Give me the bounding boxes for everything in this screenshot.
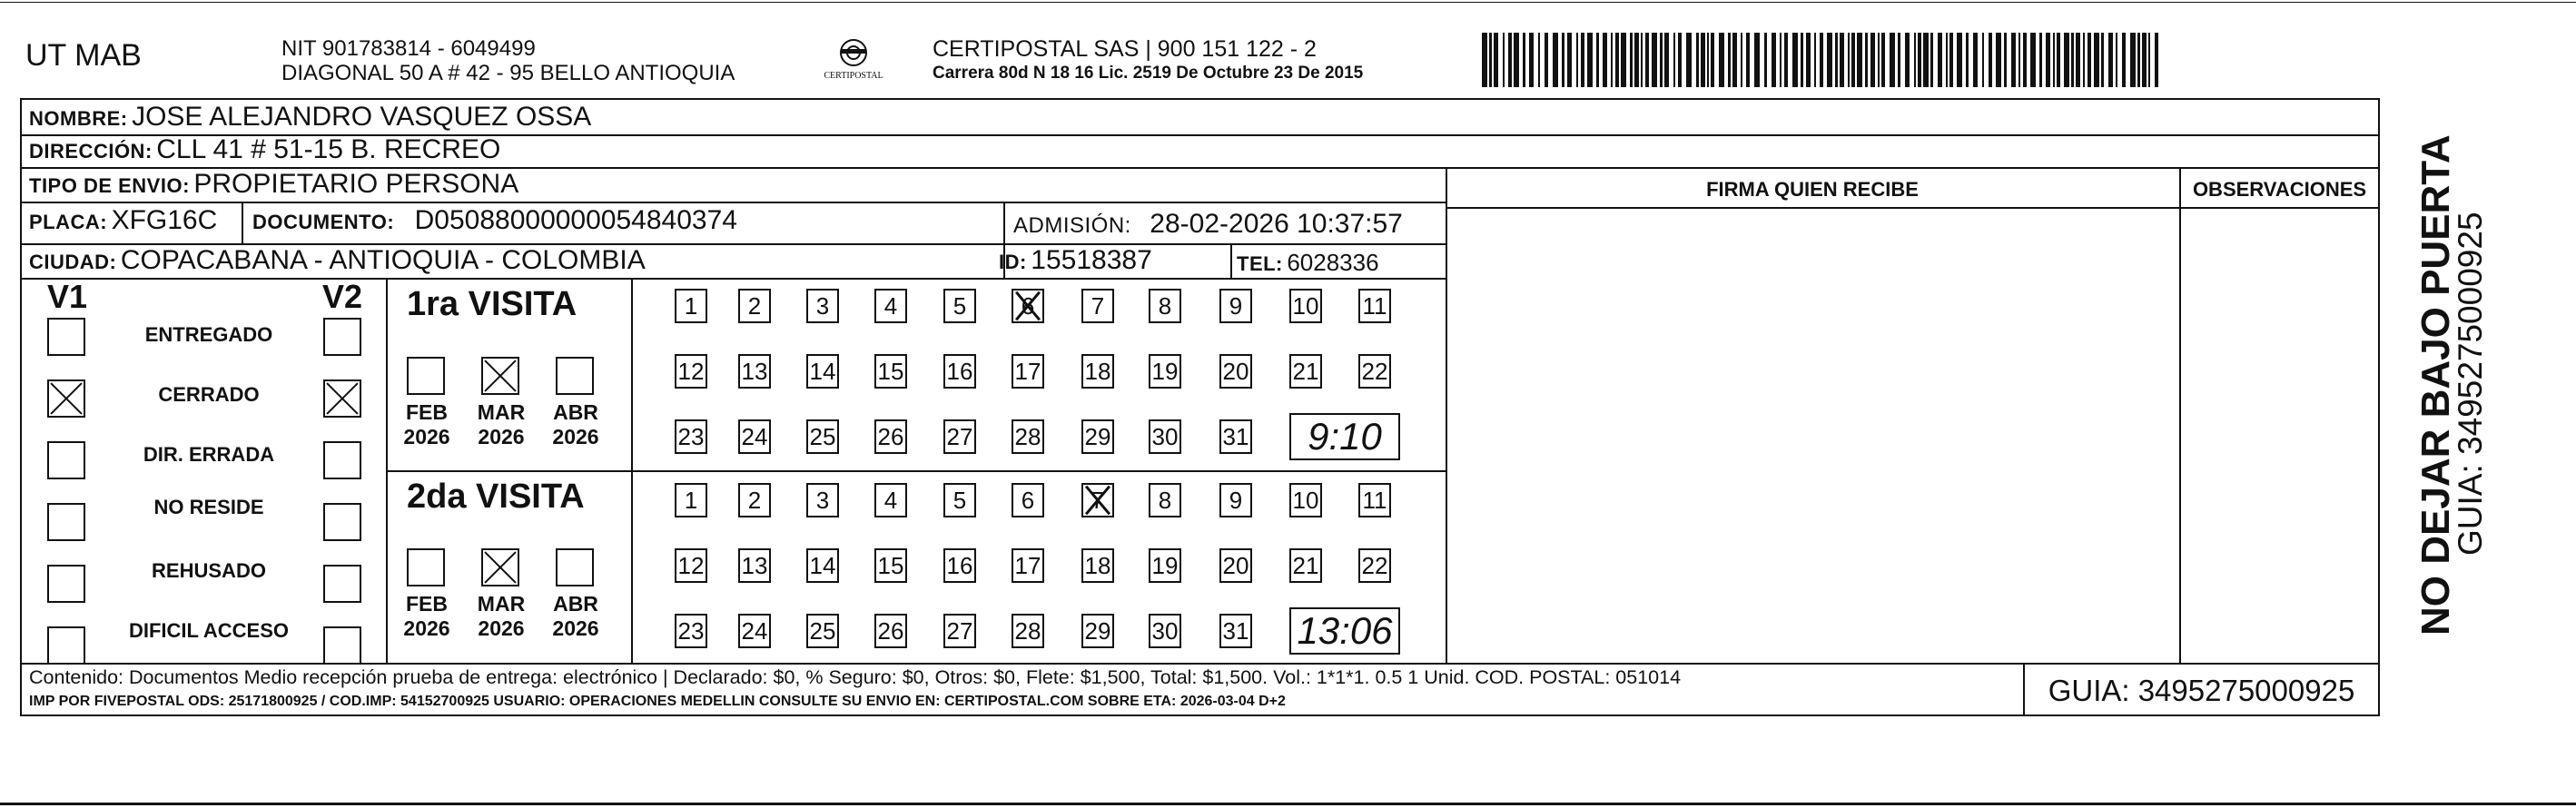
day-box[interactable]: 22 [1358,548,1391,583]
day-box[interactable]: 16 [943,548,976,583]
barcode-bar [1621,33,1626,87]
carrier-sub: Carrera 80d N 18 16 Lic. 2519 De Octubre 23 De 2015 [933,64,1364,83]
month-checkbox[interactable] [407,357,445,395]
month-label: ABR 2026 [552,592,599,640]
barcode-bar [1764,33,1767,87]
barcode-bar [1508,33,1512,87]
barcode-bar [1728,33,1731,87]
observaciones-header: OBSERVACIONES [2192,178,2367,201]
barcode-bar [1581,33,1584,87]
bottom-edge-line [0,803,2576,805]
barcode-bar [1645,33,1649,87]
barcode-bar [2076,33,2080,87]
barcode-bar [2142,33,2147,87]
barcode-bar [1857,33,1862,87]
day-box[interactable]: 23 [675,614,707,648]
barcode-bar [2101,33,2104,87]
status-label: NO RESIDE [153,496,264,518]
v2-checkbox[interactable] [323,503,361,541]
status-label: DIR. ERRADA [143,443,275,466]
direccion-field: DIRECCIÓN: CLL 41 # 51-15 B. RECREO [29,134,501,164]
barcode-bar [2053,33,2055,87]
barcode-bar [1914,33,1916,87]
day-box[interactable]: 7 [1081,289,1114,323]
placa-field: PLACA: XFG16C [29,205,218,235]
barcode-bar [1562,33,1564,87]
barcode-bar [1772,33,1776,87]
visit-time[interactable]: 9:10 [1289,413,1400,460]
month-label: FEB 2026 [403,400,450,448]
month-label: ABR 2026 [552,400,599,448]
day-box[interactable]: 23 [675,419,707,454]
firma-left-line [1446,167,1447,663]
day-box[interactable]: 15 [874,548,907,583]
day-box[interactable]: 21 [1289,354,1322,389]
barcode-bar [1503,33,1505,87]
barcode-bar [1696,33,1699,87]
day-box[interactable]: 9 [1219,483,1252,517]
barcode-bar [1603,33,1607,87]
footer-top-line [20,663,2380,665]
col-line [1230,243,1232,278]
barcode-bar [1898,33,1900,87]
tipo-envio-field: TIPO DE ENVIO: PROPIETARIO PERSONA [29,169,519,199]
v1-checkbox[interactable] [47,565,85,603]
status-label: DIFICIL ACCESO [128,619,289,642]
day-box[interactable]: 17 [1012,354,1044,389]
side-warning: NO DEJAR BAJO PUERTA [2413,134,2458,636]
barcode-bar [1634,33,1639,87]
barcode-bar [1611,33,1613,87]
v1-checkbox[interactable] [47,318,85,356]
v1-checkbox[interactable] [47,626,85,665]
day-box[interactable]: 2 [738,289,771,323]
barcode-bar [1792,33,1798,87]
month-checkbox[interactable] [407,548,445,586]
barcode-bar [1878,33,1880,87]
barcode-bar [2004,33,2007,87]
barcode-bar [1545,33,1548,87]
row-line [20,202,1446,203]
barcode-bar [1957,33,1962,87]
barcode-bar [2064,33,2069,87]
day-box[interactable]: 25 [806,419,839,454]
day-box[interactable]: 14 [806,548,839,583]
barcode-bar [1966,33,1969,87]
barcode-bar [1641,33,1643,87]
day-box[interactable]: 16 [943,354,976,389]
company-name: UT MAB [25,38,142,73]
day-box[interactable]: 11 [1358,289,1391,323]
day-box[interactable]: 26 [874,419,907,454]
barcode-bar [2148,33,2150,87]
barcode-bar [1806,33,1811,87]
row-line [20,278,1446,280]
barcode-bar [1780,33,1781,87]
status-label: CERRADO [158,383,260,406]
month-label: MAR 2026 [477,592,526,640]
documento-value: D05088000000054840374 [414,205,737,235]
day-box[interactable]: 30 [1149,419,1181,454]
day-box[interactable]: 21 [1289,548,1322,583]
barcode-bar [2023,33,2027,87]
admision-field: ADMISIÓN: 28-02-2026 10:37:57 [1013,209,1403,239]
barcode-bar [1576,33,1578,87]
barcode-bar [1946,33,1948,87]
day-box[interactable]: 11 [1358,483,1391,517]
v1-checkbox[interactable] [47,503,85,541]
barcode-bar [1732,33,1737,87]
contenido-line: Contenido: Documentos Medio recepción prueba de entrega: electrónico | Declarado: $0, % Seguro: $0, Otros: $0, Flete: $1,500, Total: $1,500. Vol.: 1*1*1. 0.5 1 Unid. COD. POSTAL: 051014 [29,666,1682,688]
day-box[interactable]: 27 [943,614,976,648]
day-box[interactable]: 27 [943,419,976,454]
tel-value: 6028336 [1287,249,1379,276]
barcode-bar [2137,33,2140,87]
barcode-bar [1820,33,1823,87]
day-box[interactable]: 20 [1219,354,1252,389]
barcode-bar [2122,33,2126,87]
barcode-bar [1814,33,1816,87]
barcode-bar [1567,33,1572,87]
day-box[interactable]: 29 [1081,419,1114,454]
month-checkbox[interactable] [556,357,594,395]
barcode-bar [1801,33,1803,87]
day-box[interactable]: 2 [738,483,771,517]
nit-line: NIT 901783814 - 6049499 [281,36,536,61]
visit-time[interactable]: 13:06 [1289,607,1400,655]
day-box[interactable]: 25 [806,614,839,648]
v2-checkbox[interactable] [323,379,361,418]
barcode-bar [1514,33,1519,87]
barcode-bar [2087,33,2091,87]
barcode-bar [1930,33,1933,87]
v2-checkbox[interactable] [323,318,361,356]
barcode-bar [1630,33,1633,87]
barcode-bar [1923,33,1929,87]
day-box[interactable]: 18 [1081,548,1114,583]
day-box[interactable]: 19 [1149,354,1181,389]
day-box[interactable]: 20 [1219,548,1252,583]
day-box[interactable]: 18 [1081,354,1114,389]
id-field: ID: 15518387 [999,245,1152,275]
top-edge-line [0,2,2576,3]
v2-checkbox[interactable] [323,565,361,603]
month-checkbox[interactable] [556,548,594,586]
barcode-bar [1784,33,1788,87]
nombre-field: NOMBRE: JOSE ALEJANDRO VASQUEZ OSSA [29,102,592,132]
barcode-bar [1870,33,1875,87]
barcode-bar [1827,33,1832,87]
day-box[interactable]: 8 [1149,483,1181,517]
barcode-bar [2108,33,2113,87]
barcode-bar [1494,33,1498,87]
barcode-bar [1949,33,1953,87]
day-box[interactable]: 4 [874,483,907,517]
day-box[interactable]: 24 [738,614,771,648]
barcode-bar [1881,33,1885,87]
barcode-bar [1660,33,1663,87]
day-box[interactable]: 5 [943,483,976,517]
barcode-bar [1848,33,1850,87]
v2-checkbox[interactable] [323,441,361,479]
day-box[interactable]: 3 [806,483,839,517]
day-box[interactable]: 5 [943,289,976,323]
barcode-bar [2130,33,2136,87]
barcode-bar [1664,33,1669,87]
obs-left-line [2179,167,2181,663]
documento-field: DOCUMENTO: D05088000000054840374 [252,205,737,235]
day-box[interactable]: 8 [1149,289,1181,323]
barcode-bar [2057,33,2060,87]
day-box[interactable]: 14 [806,354,839,389]
visit-divider [386,470,1446,472]
barcode-bar [2011,33,2016,87]
barcode-bar [1482,33,1487,87]
side-guia: GUIA: 3495275000925 [2452,212,2489,556]
barcode-bar [1890,33,1895,87]
day-box[interactable]: 29 [1081,614,1114,648]
day-box[interactable]: 31 [1219,419,1252,454]
barcode-bar [2018,33,2020,87]
day-box[interactable]: 1 [675,483,707,517]
barcode-bar [1851,33,1855,87]
barcode-bar [1741,33,1742,87]
barcode-bar [2083,33,2085,87]
day-box[interactable]: 6 [1012,483,1044,517]
impresion-line: IMP POR FIVEPOSTAL ODS: 25171800925 / COD.IMP: 54152700925 USUARIO: OPERACIONES MEDELLIN CONSULTE SU ENVIO EN: CERTIPOSTAL.COM SOBRE ETA: 2026-03-04 D+2 [29,694,1286,709]
barcode-bar [2094,33,2099,87]
barcode-bar [1673,33,1675,87]
barcode-bar [1746,33,1750,87]
day-box[interactable]: 15 [874,354,907,389]
barcode-bar [1905,33,1910,87]
barcode-bar [1754,33,1760,87]
day-box[interactable]: 19 [1149,548,1181,583]
barcode-bar [1707,33,1709,87]
day-box[interactable]: 28 [1012,614,1044,648]
barcode-bar [1523,33,1525,87]
address-line: DIAGONAL 50 A # 42 - 95 BELLO ANTIOQUIA [281,61,735,85]
row-line [1446,207,2380,209]
day-box[interactable]: 6 [1012,289,1044,323]
barcode-bar [1652,33,1657,87]
day-box[interactable]: 24 [738,419,771,454]
day-box[interactable]: 12 [675,548,707,583]
day-box[interactable]: 7 [1081,483,1114,517]
day-box[interactable]: 9 [1219,289,1252,323]
month-label: FEB 2026 [403,592,450,640]
col-line [242,202,243,243]
ciudad-value: COPACABANA - ANTIOQUIA - COLOMBIA [120,245,646,275]
barcode-bar [1982,33,1984,87]
day-box[interactable]: 13 [738,548,771,583]
barcode-bar [2039,33,2042,87]
barcode-bar [1989,33,1992,87]
placa-value: XFG16C [111,205,218,235]
barcode-bar [1529,33,1534,87]
barcode-bar [1596,33,1599,87]
barcode-bar [1538,33,1540,87]
status-label: REHUSADO [152,559,266,582]
tipo-envio-value: PROPIETARIO PERSONA [193,169,519,199]
ciudad-field: CIUDAD: COPACABANA - ANTIOQUIA - COLOMBIA [29,245,646,275]
carrier-line: CERTIPOSTAL SAS | 900 151 122 - 2 [933,36,1317,62]
day-box[interactable]: 1 [675,289,707,323]
day-box[interactable]: 12 [675,354,707,389]
barcode-bar [1938,33,1942,87]
day-box[interactable]: 22 [1358,354,1391,389]
status-label: ENTREGADO [144,323,273,346]
barcode-bar [2046,33,2050,87]
v1-checkbox[interactable] [47,441,85,479]
v1-header: V1 [47,278,88,315]
barcode [1482,33,2158,87]
barcode-bar [2116,33,2117,87]
month-checkbox[interactable] [481,357,519,395]
day-box[interactable]: 28 [1012,419,1044,454]
barcode-bar [1711,33,1714,87]
day-box[interactable]: 30 [1149,614,1181,648]
barcode-bar [2155,33,2158,87]
barcode-bar [1835,33,1838,87]
barcode-bar [1587,33,1593,87]
barcode-bar [1489,33,1492,87]
v2-header: V2 [322,278,363,315]
day-box[interactable]: 31 [1219,614,1252,648]
barcode-bar [1615,33,1619,87]
month-checkbox[interactable] [481,548,519,586]
day-box[interactable]: 3 [806,289,839,323]
v2-checkbox[interactable] [323,626,361,665]
firma-header: FIRMA QUIEN RECIBE [1706,178,1919,201]
v1-checkbox[interactable] [47,379,85,418]
visit-2-title: 2da VISITA [407,478,585,516]
barcode-bar [2030,33,2036,87]
barcode-bar [1918,33,1921,87]
barcode-bar [1996,33,2001,87]
barcode-bar [1840,33,1844,87]
direccion-value: CLL 41 # 51-15 B. RECREO [156,134,501,164]
day-box[interactable]: 17 [1012,548,1044,583]
day-box[interactable]: 13 [738,354,771,389]
certipostal-logo: CERTIPOSTAL [813,36,894,91]
barcode-bar [1973,33,1978,87]
barcode-bar [1701,33,1705,87]
barcode-bar [1865,33,1868,87]
barcode-bar [1686,33,1692,87]
nombre-value: JOSE ALEJANDRO VASQUEZ OSSA [132,102,592,132]
month-label: MAR 2026 [477,400,526,448]
admision-value: 28-02-2026 10:37:57 [1150,209,1403,239]
day-box[interactable]: 10 [1289,289,1322,323]
barcode-bar [2071,33,2074,87]
footer-guia: GUIA: 3495275000925 [2048,674,2355,707]
tel-field: TEL: 6028336 [1237,249,1379,276]
day-box[interactable]: 4 [874,289,907,323]
day-box[interactable]: 10 [1289,483,1322,517]
barcode-bar [1678,33,1682,87]
id-value: 15518387 [1031,245,1152,275]
day-box[interactable]: 26 [874,614,907,648]
barcode-bar [1719,33,1724,87]
visit-1-title: 1ra VISITA [407,285,577,323]
barcode-bar [1553,33,1558,87]
